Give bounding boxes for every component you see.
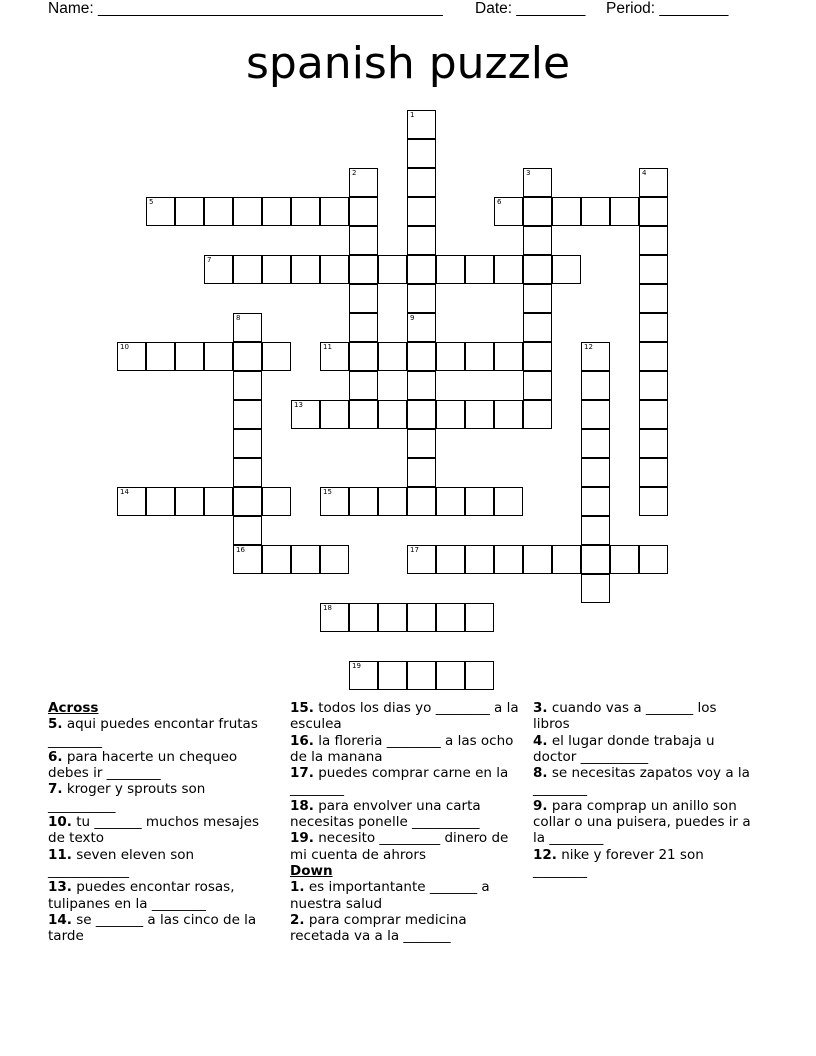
clue-text: puedes encontar rosas, tulipanes en la ________ (48, 879, 235, 912)
clue (48, 912, 270, 945)
clue-number: 13 (294, 401, 303, 409)
crossword-cell[interactable] (436, 545, 465, 574)
crossword-cell[interactable] (581, 342, 610, 371)
crossword-cell[interactable] (407, 661, 436, 690)
crossword-cell[interactable] (407, 429, 436, 458)
crossword-cell[interactable] (320, 342, 349, 371)
crossword-cell[interactable] (639, 458, 668, 487)
crossword-cell[interactable] (465, 603, 494, 632)
crossword-cell[interactable] (407, 197, 436, 226)
clue (48, 814, 270, 847)
crossword-cell[interactable] (465, 661, 494, 690)
crossword-cell[interactable] (465, 487, 494, 516)
crossword-cell[interactable] (523, 313, 552, 342)
crossword-cell[interactable] (233, 255, 262, 284)
clue (290, 798, 520, 831)
clue-number: 17 (410, 546, 419, 554)
clue (48, 781, 270, 814)
clue-text: el lugar donde trabaja u doctor __________ (533, 732, 715, 765)
clue-number: 17. (290, 765, 314, 782)
crossword-cell[interactable] (494, 342, 523, 371)
crossword-cell[interactable] (610, 197, 639, 226)
clue-number: 16. (290, 732, 314, 749)
crossword-cell[interactable] (407, 545, 436, 574)
crossword-cell[interactable] (117, 342, 146, 371)
clue (48, 879, 270, 912)
across-clue-list-1 (48, 716, 270, 944)
clue-text: se necesitas zapatos voy a la ________ (533, 765, 750, 798)
crossword-cell[interactable] (407, 371, 436, 400)
crossword-cell[interactable] (523, 255, 552, 284)
clue-number: 2 (352, 169, 357, 177)
crossword-cell[interactable] (523, 371, 552, 400)
clue-text: seven eleven son ____________ (48, 846, 195, 879)
crossword-cell[interactable] (494, 197, 523, 226)
clue (290, 830, 520, 863)
clue-number: 12 (584, 343, 593, 351)
crossword-cell[interactable] (523, 342, 552, 371)
crossword-cell[interactable] (262, 487, 291, 516)
clue (48, 749, 270, 782)
clue-number: 18. (290, 797, 314, 814)
crossword-cell[interactable] (523, 400, 552, 429)
crossword-cell[interactable] (523, 545, 552, 574)
crossword-cell[interactable] (436, 487, 465, 516)
crossword-cell[interactable] (320, 603, 349, 632)
crossword-cell[interactable] (436, 400, 465, 429)
crossword-cell[interactable] (233, 313, 262, 342)
clue (533, 798, 755, 847)
clue-text: nike y forever 21 son ________ (533, 846, 704, 879)
crossword-cell[interactable] (407, 487, 436, 516)
across-heading: Across (48, 700, 99, 716)
crossword-cell[interactable] (349, 255, 378, 284)
crossword-cell[interactable] (349, 400, 378, 429)
clue-number: 19. (290, 830, 314, 847)
crossword-cell[interactable] (610, 545, 639, 574)
crossword-cell[interactable] (465, 255, 494, 284)
clue-number: 9. (533, 797, 548, 814)
crossword-cell[interactable] (639, 168, 668, 197)
clue-text: se _______ a las cinco de la tarde (48, 911, 257, 945)
crossword-cell[interactable] (639, 313, 668, 342)
crossword-cell[interactable] (291, 545, 320, 574)
crossword-cell[interactable] (320, 197, 349, 226)
crossword-cell[interactable] (204, 487, 233, 516)
crossword-cell[interactable] (233, 545, 262, 574)
clue-number: 14 (120, 488, 129, 496)
clue-number: 13. (48, 879, 72, 896)
crossword-cell[interactable] (639, 284, 668, 313)
clue-number: 5 (149, 198, 154, 206)
clue-text: para envolver una carta necesitas ponelle __________ (290, 797, 481, 831)
crossword-cell[interactable] (175, 197, 204, 226)
crossword-cell[interactable] (581, 400, 610, 429)
crossword-cell[interactable] (407, 603, 436, 632)
clue-number: 4 (642, 169, 647, 177)
crossword-cell[interactable] (581, 574, 610, 603)
clue (290, 765, 520, 798)
crossword-cell[interactable] (465, 400, 494, 429)
crossword-cell[interactable] (494, 487, 523, 516)
crossword-cell[interactable] (349, 313, 378, 342)
crossword-cell[interactable] (262, 545, 291, 574)
down-clue-list-2 (533, 700, 755, 879)
crossword-cell[interactable] (552, 545, 581, 574)
crossword-cell[interactable] (146, 342, 175, 371)
crossword-cell[interactable] (407, 400, 436, 429)
crossword-cell[interactable] (320, 487, 349, 516)
crossword-cell[interactable] (233, 342, 262, 371)
clue-number: 1. (290, 879, 305, 896)
crossword-cell[interactable] (552, 197, 581, 226)
crossword-cell[interactable] (465, 545, 494, 574)
clue-number: 15. (290, 700, 314, 716)
clue-number: 7 (207, 256, 212, 264)
crossword-cell[interactable] (204, 255, 233, 284)
clue (533, 700, 755, 733)
clue-text: puedes comprar carne en la ________ (290, 765, 509, 798)
clue-text: kroger y sprouts son __________ (48, 781, 206, 814)
crossword-cell[interactable] (581, 545, 610, 574)
crossword-cell[interactable] (117, 487, 146, 516)
across-clue-list-2 (290, 700, 520, 863)
crossword-cell[interactable] (291, 400, 320, 429)
clue-number: 6 (497, 198, 502, 206)
crossword-cell[interactable] (436, 661, 465, 690)
crossword-cell[interactable] (378, 661, 407, 690)
crossword-cell[interactable] (349, 284, 378, 313)
crossword-cell[interactable] (349, 226, 378, 255)
crossword-cell[interactable] (494, 255, 523, 284)
date-field-label: Date: ________ (475, 0, 586, 17)
clue-text: es importantante _______ a nuestra salud (290, 879, 490, 912)
crossword-cell[interactable] (233, 371, 262, 400)
clue (533, 765, 755, 798)
clue (290, 879, 520, 912)
crossword-cell[interactable] (349, 168, 378, 197)
clue-text: para comprar medicina recetada va a la _______ (290, 911, 467, 945)
crossword-cell[interactable] (523, 284, 552, 313)
crossword-cell[interactable] (639, 255, 668, 284)
clue-number: 14. (48, 911, 72, 928)
crossword-cell[interactable] (465, 342, 494, 371)
crossword-cell[interactable] (378, 603, 407, 632)
crossword-cell[interactable] (407, 139, 436, 168)
crossword-cell[interactable] (581, 429, 610, 458)
clue (290, 700, 520, 733)
clue-number: 10 (120, 343, 129, 351)
crossword-cell[interactable] (349, 603, 378, 632)
crossword-cell[interactable] (639, 400, 668, 429)
crossword-cell[interactable] (291, 197, 320, 226)
down-heading: Down (290, 862, 333, 879)
clue (290, 733, 520, 766)
crossword-cell[interactable] (436, 603, 465, 632)
clue-number: 11 (323, 343, 332, 351)
crossword-cell[interactable] (378, 342, 407, 371)
crossword-cell[interactable] (407, 226, 436, 255)
crossword-cell[interactable] (581, 458, 610, 487)
clue-number: 12. (533, 846, 557, 863)
crossword-cell[interactable] (639, 429, 668, 458)
down-clue-list-1 (290, 879, 520, 944)
clue-number: 10. (48, 814, 72, 831)
crossword-cell[interactable] (320, 545, 349, 574)
clue-text: cuando vas a _______ los libros (533, 700, 717, 733)
crossword-cell[interactable] (523, 168, 552, 197)
crossword-cell[interactable] (320, 400, 349, 429)
clue-number: 2. (290, 911, 305, 928)
crossword-cell[interactable] (407, 110, 436, 139)
crossword-cell[interactable] (581, 516, 610, 545)
crossword-cell[interactable] (407, 168, 436, 197)
clues-column-1 (48, 700, 270, 944)
clue-number: 11. (48, 846, 72, 863)
crossword-cell[interactable] (349, 371, 378, 400)
crossword-cell[interactable] (494, 400, 523, 429)
crossword-cell[interactable] (233, 429, 262, 458)
clue (290, 912, 520, 945)
crossword-cell[interactable] (407, 342, 436, 371)
crossword-cell[interactable] (407, 458, 436, 487)
crossword-cell[interactable] (349, 487, 378, 516)
crossword-cell[interactable] (639, 371, 668, 400)
clue-text: necesito _________ dinero de mi cuenta de ahrors (290, 830, 509, 863)
clue-number: 8. (533, 765, 548, 782)
crossword-cell[interactable] (349, 342, 378, 371)
clue-number: 7. (48, 781, 63, 798)
crossword-cell[interactable] (407, 284, 436, 313)
crossword-cell[interactable] (552, 255, 581, 284)
clue-text: para hacerte un chequeo debes ir ________ (48, 748, 238, 782)
crossword-cell[interactable] (378, 255, 407, 284)
clue (533, 847, 755, 880)
crossword-cell[interactable] (523, 197, 552, 226)
crossword-cell[interactable] (204, 197, 233, 226)
crossword-cell[interactable] (233, 458, 262, 487)
clue-number: 8 (236, 314, 241, 322)
clue-number: 5. (48, 716, 63, 733)
crossword-cell[interactable] (639, 226, 668, 255)
crossword-cell[interactable] (233, 487, 262, 516)
crossword-cell[interactable] (378, 487, 407, 516)
crossword-cell[interactable] (320, 255, 349, 284)
clue (48, 716, 270, 749)
crossword-cell[interactable] (175, 487, 204, 516)
clue (533, 733, 755, 766)
crossword-cell[interactable] (494, 545, 523, 574)
crossword-cell[interactable] (523, 226, 552, 255)
clue-number: 3. (533, 700, 548, 716)
crossword-cell[interactable] (639, 342, 668, 371)
clue-number: 19 (352, 662, 361, 670)
puzzle-title: spanish puzzle (245, 38, 571, 89)
crossword-cell[interactable] (407, 313, 436, 342)
clue-text: la floreria ________ a las ocho de la manana (290, 732, 514, 765)
crossword-cell[interactable] (436, 342, 465, 371)
clue-text: aqui puedes encontar frutas ________ (48, 716, 258, 749)
crossword-cell[interactable] (581, 371, 610, 400)
clue-number: 4. (533, 732, 548, 749)
crossword-cell[interactable] (378, 400, 407, 429)
clue-number: 9 (410, 314, 415, 322)
period-field-label: Period: ________ (606, 0, 729, 17)
crossword-cell[interactable] (262, 255, 291, 284)
clue-text: todos los dias yo ________ a la esculea (290, 700, 519, 733)
crossword-cell[interactable] (349, 661, 378, 690)
crossword-cell[interactable] (233, 400, 262, 429)
crossword-cell[interactable] (581, 487, 610, 516)
name-field-label: Name: ________________________________________ (48, 0, 443, 17)
clue-text: para comprap un anillo son collar o una puisera, puedes ir a la ________ (533, 797, 751, 847)
crossword-cell[interactable] (291, 255, 320, 284)
crossword-cell[interactable] (262, 197, 291, 226)
clues-column-3 (533, 700, 755, 879)
crossword-cell[interactable] (233, 197, 262, 226)
crossword-cell[interactable] (146, 487, 175, 516)
crossword-cell[interactable] (407, 255, 436, 284)
crossword-cell[interactable] (175, 342, 204, 371)
crossword-cell[interactable] (436, 255, 465, 284)
crossword-cell[interactable] (233, 516, 262, 545)
crossword-cell[interactable] (204, 342, 233, 371)
clue-number: 15 (323, 488, 332, 496)
clue-number: 1 (410, 111, 415, 119)
clue-number: 3 (526, 169, 531, 177)
crossword-cell[interactable] (639, 487, 668, 516)
crossword-cell[interactable] (581, 197, 610, 226)
clue-number: 18 (323, 604, 332, 612)
clues-column-2 (290, 700, 520, 944)
clue-text: tu _______ muchos mesajes de texto (48, 814, 260, 847)
clue (48, 847, 270, 880)
crossword-cell[interactable] (349, 197, 378, 226)
clue-number: 6. (48, 748, 63, 765)
crossword-cell[interactable] (262, 342, 291, 371)
clue-number: 16 (236, 546, 245, 554)
crossword-cell[interactable] (146, 197, 175, 226)
crossword-cell[interactable] (639, 545, 668, 574)
crossword-cell[interactable] (639, 197, 668, 226)
